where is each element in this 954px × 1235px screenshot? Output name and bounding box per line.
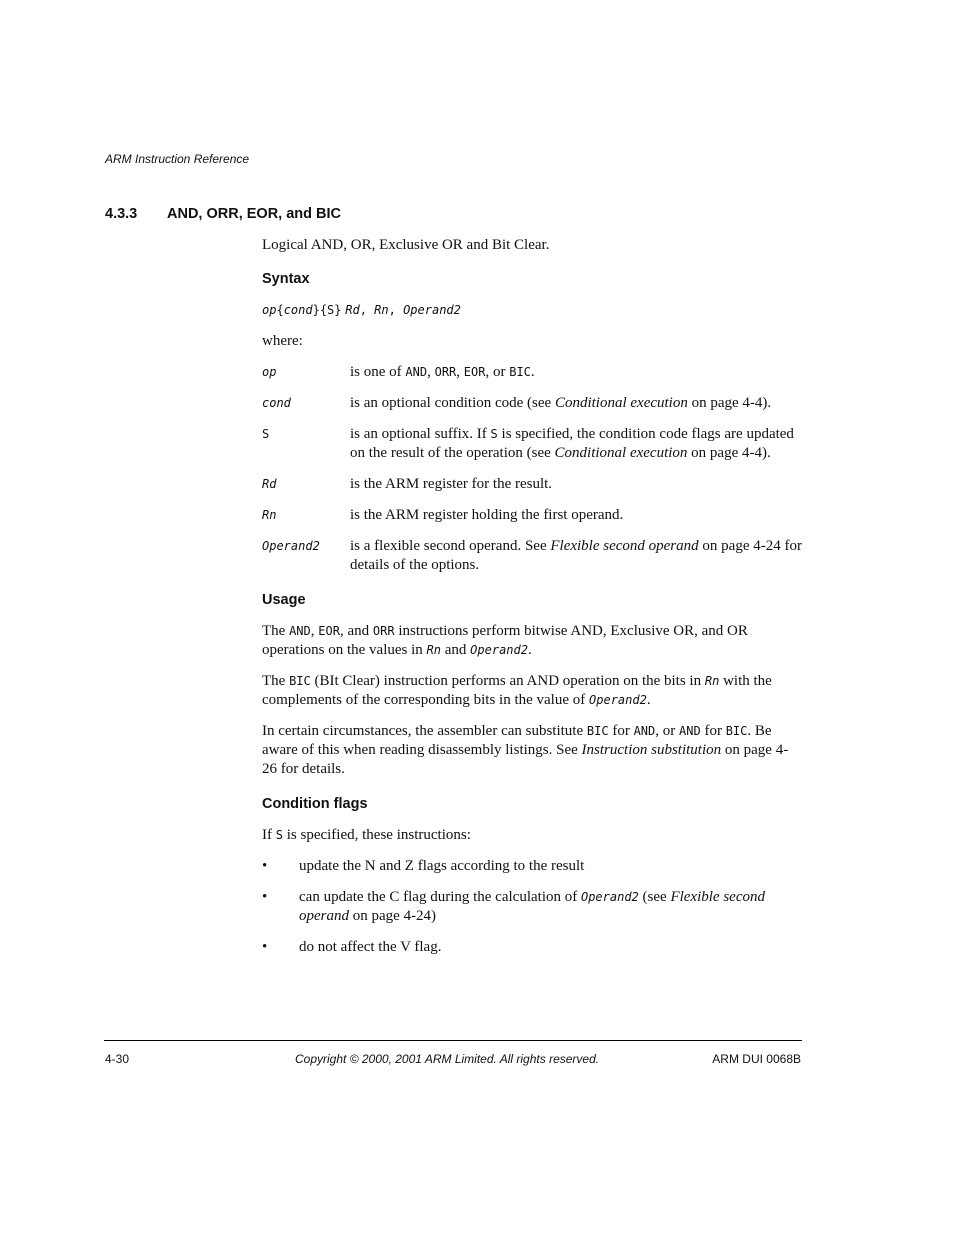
text-run: and [441,642,471,658]
bullet-text: do not affect the V flag. [299,939,442,955]
text-run: , [310,623,319,639]
section-heading [105,206,341,222]
code-run: Rn [704,674,720,688]
code-run: BIC [289,674,311,688]
code-run: AND [679,724,701,738]
code-run: ORR [434,365,457,379]
code-run: BIC [586,724,609,738]
usage-paragraph-1 [262,622,802,660]
code-run: Operand2 [470,643,528,657]
list-item [262,888,802,926]
syntax-heading: Syntax [262,271,310,287]
param-term: op [262,365,277,379]
footer-copyright: Copyright © 2000, 2001 ARM Limited. All rights reserved. [295,1052,600,1066]
syntax-comma: , [359,303,375,317]
section-number: 4.3.3 [105,206,138,222]
text-run: is one of [350,364,406,380]
list-item [262,938,802,957]
param-term: cond [262,396,291,410]
param-desc [350,537,802,575]
param-term: Rn [262,508,277,522]
cross-reference: Conditional execution [554,395,688,411]
flags-bullet-list [262,857,802,957]
text-run: instructions perform bitwise AND, Exclusive OR, and OR operations on the values in [262,623,748,658]
text-run: If [262,827,276,843]
text-run: can update the C flag during the calculation of [299,889,581,905]
param-term: S [262,427,270,441]
text-run: on page 4-24) [349,908,437,924]
syntax-comma: , [388,303,404,317]
code-run: ORR [372,624,395,638]
param-desc [350,363,802,382]
section-intro: Logical AND, OR, Exclusive OR and Bit Clear. [262,237,550,253]
param-row-rn [262,506,802,525]
param-row-rd [262,475,802,494]
text-run: . Be aware of this when reading disassembly listings. See [262,723,772,758]
param-row-cond [262,394,802,413]
param-row-s [262,425,802,463]
syntax-brace-open: { [276,303,284,317]
param-term: Operand2 [262,539,320,553]
condition-flags-heading: Condition flags [262,796,368,812]
footer-rule [104,1040,802,1041]
bullet-text: update the N and Z flags according to the result [299,858,585,874]
text-run: for [608,723,634,739]
section-title: AND, ORR, EOR, and BIC [167,206,342,222]
syntax-cond: cond [283,303,313,317]
footer-page-number: 4-30 [105,1052,130,1066]
param-desc: is the ARM register holding the first operand. [350,507,624,523]
text-run: with the complements of the corresponding bits in the value of [262,673,772,708]
text-run: In certain circumstances, the assembler can substitute [262,723,587,739]
text-run: on page 4-26 for details. [262,742,789,777]
syntax-line [262,301,802,320]
text-run: (BIt Clear) instruction performs an AND operation on the bits in [310,673,705,689]
bullet-glyph: • [262,889,268,905]
param-desc [350,394,802,413]
code-run: S [275,828,283,842]
text-run: is specified, these instructions: [282,827,471,843]
code-run: AND [289,624,311,638]
bullet-glyph: • [262,939,268,955]
text-run: on page 4-24 for details of the options. [350,538,802,573]
code-run: S [490,427,498,441]
text-run: The [262,623,290,639]
syntax-rd: Rd [345,303,360,317]
usage-paragraph-2 [262,672,802,710]
param-term: Rd [262,477,277,491]
flags-intro [262,826,802,845]
text-run: for [700,723,726,739]
text-run: , [456,364,464,380]
where-label: where: [262,333,303,349]
cross-reference: Flexible second operand [299,889,765,924]
text-run: , or [485,364,510,380]
text-run: , and [339,623,373,639]
syntax-brace-close: } [312,303,320,317]
syntax-rn: Rn [374,303,389,317]
parameter-list [262,363,802,575]
running-header: ARM Instruction Reference [105,152,250,166]
text-run: . [530,364,535,380]
cross-reference: Conditional execution [554,445,688,461]
bullet-glyph: • [262,858,268,874]
code-run: Operand2 [580,890,639,904]
text-run: is specified, the condition code flags are updated on the result of the operation (see [350,426,794,461]
text-run: , or [655,723,680,739]
code-run: AND [405,365,428,379]
text-run: is a flexible second operand. See [350,538,551,554]
text-run: on page 4-4). [687,395,772,411]
footer-doc-id: ARM DUI 0068B [712,1052,801,1066]
code-run: AND [633,724,656,738]
text-run: The [262,673,290,689]
text-run: on page 4-4). [687,445,771,461]
syntax-s: {S} [319,303,342,317]
param-row-operand2 [262,537,802,575]
syntax-operand2: Operand2 [403,303,461,317]
text-run: is an optional suffix. If [350,426,491,442]
usage-paragraph-3 [262,722,802,779]
cross-reference: Instruction substitution [581,742,722,758]
code-run: Rn [426,643,441,657]
text-run: , [427,364,435,380]
param-desc: is the ARM register for the result. [350,476,553,492]
syntax-op: op [262,303,277,317]
param-row-op [262,363,802,382]
code-run: Operand2 [589,693,647,707]
cross-reference: Flexible second operand [550,538,699,554]
text-run: (see [638,889,671,905]
list-item [262,857,802,876]
code-run: EOR [463,365,486,379]
code-run: BIC [509,365,531,379]
text-run: . [527,642,532,658]
usage-heading: Usage [262,592,306,608]
bullet-text [299,888,802,926]
code-run: BIC [725,724,748,738]
code-run: EOR [318,624,340,638]
param-desc [350,425,802,463]
body-column [262,236,802,969]
text-run: . [646,692,651,708]
text-run: is an optional condition code (see [350,395,555,411]
